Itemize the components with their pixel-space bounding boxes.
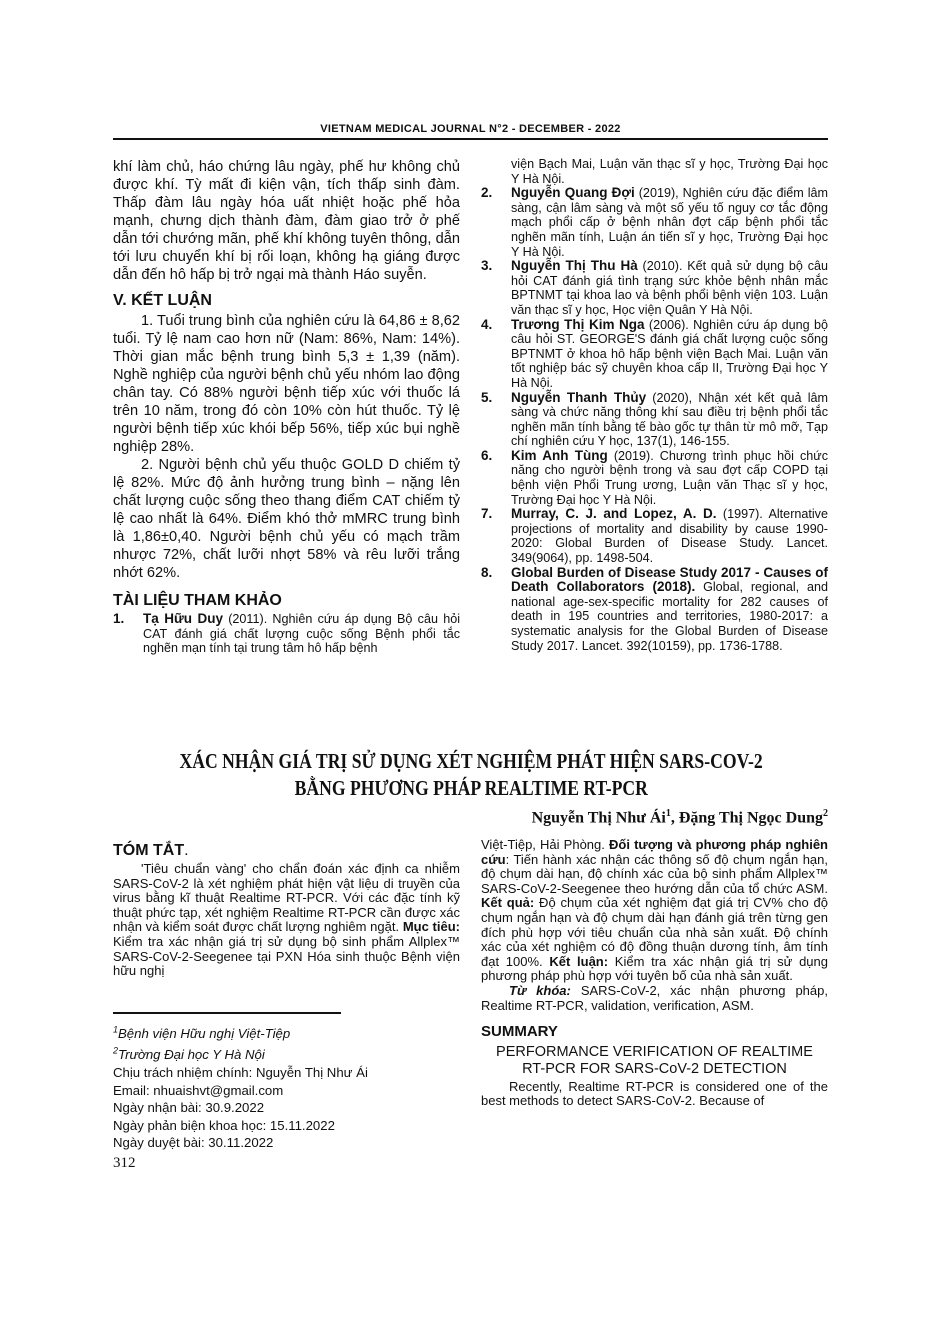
- conclusion-heading: V. KẾT LUẬN: [113, 292, 212, 309]
- reference-number: 3.: [481, 258, 493, 274]
- reference-item: [481, 566, 828, 654]
- abstract-text: : Tiến hành xác nhận các thông số độ chụm ngắn hạn, độ chụm dài hạn, độ chính xác của bộ sinh phẩm Allplex™ SARS-CoV-2-Seegenee theo hướng dẫn của tổ chức ASM.: [481, 851, 828, 896]
- abstract-paragraph-continued: [481, 838, 828, 984]
- summary-paragraph: Recently, Realtime RT-PCR is considered one of the best methods to detect SARS-CoV-2. Because of: [481, 1078, 828, 1109]
- methods-label: Đối tượng và phương pháp nghiên cứu: [481, 837, 828, 867]
- summary-heading: SUMMARY: [481, 1023, 558, 1041]
- footnote-rule: [113, 1012, 341, 1014]
- keywords-label: Từ khóa:: [509, 982, 571, 998]
- accepted-date: Ngày duyệt bài: 30.11.2022: [113, 1135, 274, 1151]
- reference-author: Murray, C. J. and Lopez, A. D.: [511, 506, 717, 522]
- conclusion-label: Kết luận:: [549, 953, 609, 969]
- footnotes: [113, 1022, 368, 1152]
- journal-header: VIETNAM MEDICAL JOURNAL N°2 - DECEMBER - 2022: [320, 123, 621, 135]
- affiliation-2: [113, 1043, 368, 1064]
- reference-text: (2019), Nghiên cứu đặc điểm lâm sàng, cận lâm sàng và một số yếu tố nguy cơ tắc động mạch phổi cấp ở bệnh nhân đợt cấp bệnh phổi tắc nghẽn mãn tính, Luận án tiến sĩ y học, Trường Đại học Y Hà Nội.: [511, 186, 828, 259]
- reference-item: [481, 449, 828, 507]
- reference-text: (2020), Nhận xét kết quả lâm sàng và chức năng thông khí sau điều trị bệnh phổi tắc nghẽn mãn tính bằng tế bào gốc tự thân từ mô mỡ, Tạp chí nghiên cứu Y học, 137(1), 146-155.: [511, 390, 828, 449]
- abstract-heading-dot: .: [184, 842, 189, 859]
- reference-text: (2006). Nghiên cứu áp dụng bộ câu hỏi ST. GEORGE'S đánh giá chất lượng cuộc sống BPTNMT ở khoa hô hấp bệnh viện Bạch Mai. Luận văn tốt nghiệp bác sỹ chuyên khoa cấp II, Trường Đại học Y Hà Nội.: [511, 317, 828, 390]
- results-label: Kết quả:: [481, 895, 535, 911]
- author-name: Đặng Thị Ngọc Dung: [678, 809, 823, 827]
- abstract-text: Độ chụm của xét nghiệm đạt giá trị CV% cho độ chụm ngắn hạn và độ chụm dài hạn đánh giá trên từng gen đích phù hợp với tiêu chuẩn của nhà sản xuất. Độ chính xác của xét nghiệm có độ đồng thuận dương tính, âm tính đạt 100%.: [481, 895, 828, 969]
- reference-text: (2010). Kết quả sử dụng bộ câu hỏi CAT đánh giá tình trạng sức khỏe bệnh nhân mắc BPTNMT tại khoa lao và bệnh phổi bệnh viện 103. Luận văn thạc sĩ y học, Học viện Quân Y Hà Nội.: [511, 259, 829, 317]
- english-title-line-2: RT-PCR FOR SARS-CoV-2 DETECTION: [522, 1060, 787, 1077]
- keywords: [481, 984, 828, 1013]
- reference-author: Nguyễn Thanh Thủy: [511, 389, 647, 405]
- reference-item: [481, 507, 828, 565]
- reference-author: Nguyễn Quang Đợi: [511, 185, 635, 201]
- reference-number: 5.: [481, 389, 493, 405]
- reference-author: Kim Anh Tùng: [511, 447, 608, 463]
- author-name: Nguyễn Thị Như Ái: [531, 809, 666, 827]
- article-title-line-2: BẰNG PHƯƠNG PHÁP REALTIME RT-PCR: [294, 776, 648, 800]
- reference-text: (1997). Alternative projections of mortality and disability by cause 1990-2020: Global Burden of Disease Study. Lancet. 349(9064), pp. 1498-504.: [511, 507, 828, 566]
- reference-number: 6.: [481, 447, 493, 463]
- article-title: [0, 748, 942, 802]
- reference-author: Trương Thị Kim Nga: [511, 316, 645, 332]
- intro-paragraph: khí làm chủ, háo chứng lâu ngày, phế hư không chủ được khí. Tỳ mất đi kiện vận, tích thấp sinh đàm. Thấp đàm lâu ngày hóa uất nhiệt hoặc phế hỏa mạnh, chưng dịch thành đàm, đàm giao trở ở phế dẫn tới chướng mãn, phế khí không tuyên thông, dẫn tới lưu chuyển khí bị rối loạn, không hạ giáng được dẫn đến hô hấp bị trở ngại mà thành Háo suyễn.: [113, 159, 460, 283]
- author-affiliation-sup: 1: [665, 808, 671, 819]
- objective-label: Mục tiêu:: [402, 919, 460, 935]
- reference-text: viện Bạch Mai, Luận văn thạc sĩ y học, Trường Đại học Y Hà Nội.: [511, 157, 828, 186]
- reference-number: 1.: [113, 611, 125, 626]
- conclusion-paragraph-2: 2. Người bệnh chủ yếu thuộc GOLD D chiếm tỷ lệ 82%. Mức độ ảnh hưởng trung bình – nặng lên chất lượng cuộc sống theo thang điểm CAT chiếm tỷ lệ cao nhất là 64%. Điểm khó thở mMRC trung bình là 1,86±0,40. Người bệnh chủ yếu có mạch trầm nhược 72%, chất lưỡi nhợt 58% và rêu lưỡi trắng nhớt 62%.: [113, 457, 460, 581]
- article-authors: [532, 808, 828, 827]
- reference-number: 7.: [481, 506, 493, 522]
- abstract-left: [113, 842, 460, 979]
- keywords-text: SARS-CoV-2, xác nhận phương pháp, Realtime RT-PCR, validation, verification, ASM.: [481, 982, 828, 1013]
- reference-item: [481, 318, 828, 391]
- review-date: Ngày phản biện khoa học: 15.11.2022: [113, 1117, 335, 1133]
- corresponding-author: Chịu trách nhiệm chính: Nguyễn Thị Như Ái: [113, 1064, 368, 1080]
- abstract-text: 'Tiêu chuẩn vàng' cho chẩn đoán xác định ca nhiễm SARS-CoV-2 là xét nghiệm phát hiện vật liệu di truyền của virus bằng kĩ thuật Realtime RT-PCR. Với các đặc tính kỹ thuật phức tạp, xét nghiệm Realtime RT-PCR cần được xác nhận và kiểm soát được chất lượng nghiêm ngặt.: [113, 861, 460, 935]
- affiliation-text: Trường Đại học Y Hà Nội: [118, 1047, 265, 1063]
- reference-item: [481, 259, 828, 317]
- abstract-right: [481, 838, 828, 1109]
- reference-number: 2.: [481, 185, 493, 201]
- header-rule: [113, 138, 828, 140]
- abstract-heading: [113, 842, 460, 860]
- conclusion-paragraph-1: 1. Tuổi trung bình của nghiên cứu là 64,86 ± 8,62 tuổi. Tỷ lệ nam cao hơn nữ (Nam: 86%, Nam: 14%). Thời gian mắc bệnh trung bình 5,3 ± 1,39 (năm). Nghề nghiệp của người bệnh chủ yếu nhóm lao động chân tay. Có 88% người bệnh tiếp xúc với thuốc lá trên 10 năm, trong đó còn 10% còn hút thuốc. Tỷ lệ người bệnh tiếp xúc khói bếp 56%, tiếp xúc bụi nghề nghiệp 28%.: [113, 313, 460, 455]
- reference-item-continued: [481, 157, 828, 186]
- email: Email: nhuaishvt@gmail.com: [113, 1082, 284, 1098]
- abstract-paragraph: [113, 862, 460, 979]
- english-title: [481, 1044, 828, 1078]
- english-title-line-1: PERFORMANCE VERIFICATION OF REALTIME: [496, 1043, 813, 1060]
- reference-text: (2011). Nghiên cứu áp dụng Bộ câu hỏi CAT đánh giá chất lượng cuộc sống Bệnh phổi tắc nghẽn mạn tính tại trung tâm hô hấp bệnh: [143, 612, 461, 656]
- reference-item: [113, 612, 460, 656]
- abstract-text: Kiểm tra xác nhận giá trị sử dụng bộ sinh phẩm Allplex™ SARS-CoV-2-Seegenee tại PXN Hóa sinh thuộc Bệnh viện hữu nghị: [113, 933, 460, 979]
- abstract-text: Kiểm tra xác nhận giá trị sử dụng phương pháp phù hợp với tuyên bố của nhà sản xuất.: [481, 953, 828, 984]
- reference-number: 4.: [481, 316, 493, 332]
- received-date: Ngày nhận bài: 30.9.2022: [113, 1100, 265, 1116]
- abstract-heading-text: TÓM TẮT: [113, 842, 185, 859]
- author-separator: ,: [670, 809, 679, 827]
- reference-author: Tạ Hữu Duy: [143, 611, 223, 626]
- reference-number: 8.: [481, 564, 493, 580]
- affiliation-1: [113, 1022, 368, 1043]
- author-affiliation-sup: 2: [823, 808, 828, 819]
- affiliation-sup: 1: [113, 1025, 119, 1035]
- left-column-top: [113, 158, 460, 656]
- reference-author: Nguyễn Thị Thu Hà: [511, 258, 638, 274]
- article-title-line-1: XÁC NHẬN GIÁ TRỊ SỬ DỤNG XÉT NGHIỆM PHÁT HIỆN SARS-COV-2: [179, 749, 763, 773]
- reference-text: Global, regional, and national age-sex-specific mortality for 282 causes of death in 195 countries and territories, 1980-2017: a systematic analysis for the Global Burden of Disease Study 2017. Lancet. 392(10159), pp. 1736-1788.: [511, 580, 828, 653]
- reference-text: (2019). Chương trình phục hồi chức năng cho người bệnh trong và sau đợt cấp COPD tại bệnh viện Phổi Trung ương, Luận văn Thạc sĩ y học, Trường Đại học Y Hà Nội.: [511, 448, 828, 507]
- affiliation-text: Bệnh viện Hữu nghị Việt-Tiệp: [118, 1026, 291, 1042]
- reference-item: [481, 186, 828, 259]
- reference-item: [481, 391, 828, 449]
- page-number: 312: [113, 1155, 136, 1171]
- references-list: [481, 157, 828, 653]
- affiliation-sup: 2: [113, 1045, 119, 1056]
- reference-author: Global Burden of Disease Study 2017 - Causes of Death Collaborators (2018).: [511, 564, 828, 595]
- references-heading: TÀI LIỆU THAM KHẢO: [113, 592, 282, 609]
- abstract-text: Việt-Tiệp, Hải Phòng.: [481, 837, 610, 852]
